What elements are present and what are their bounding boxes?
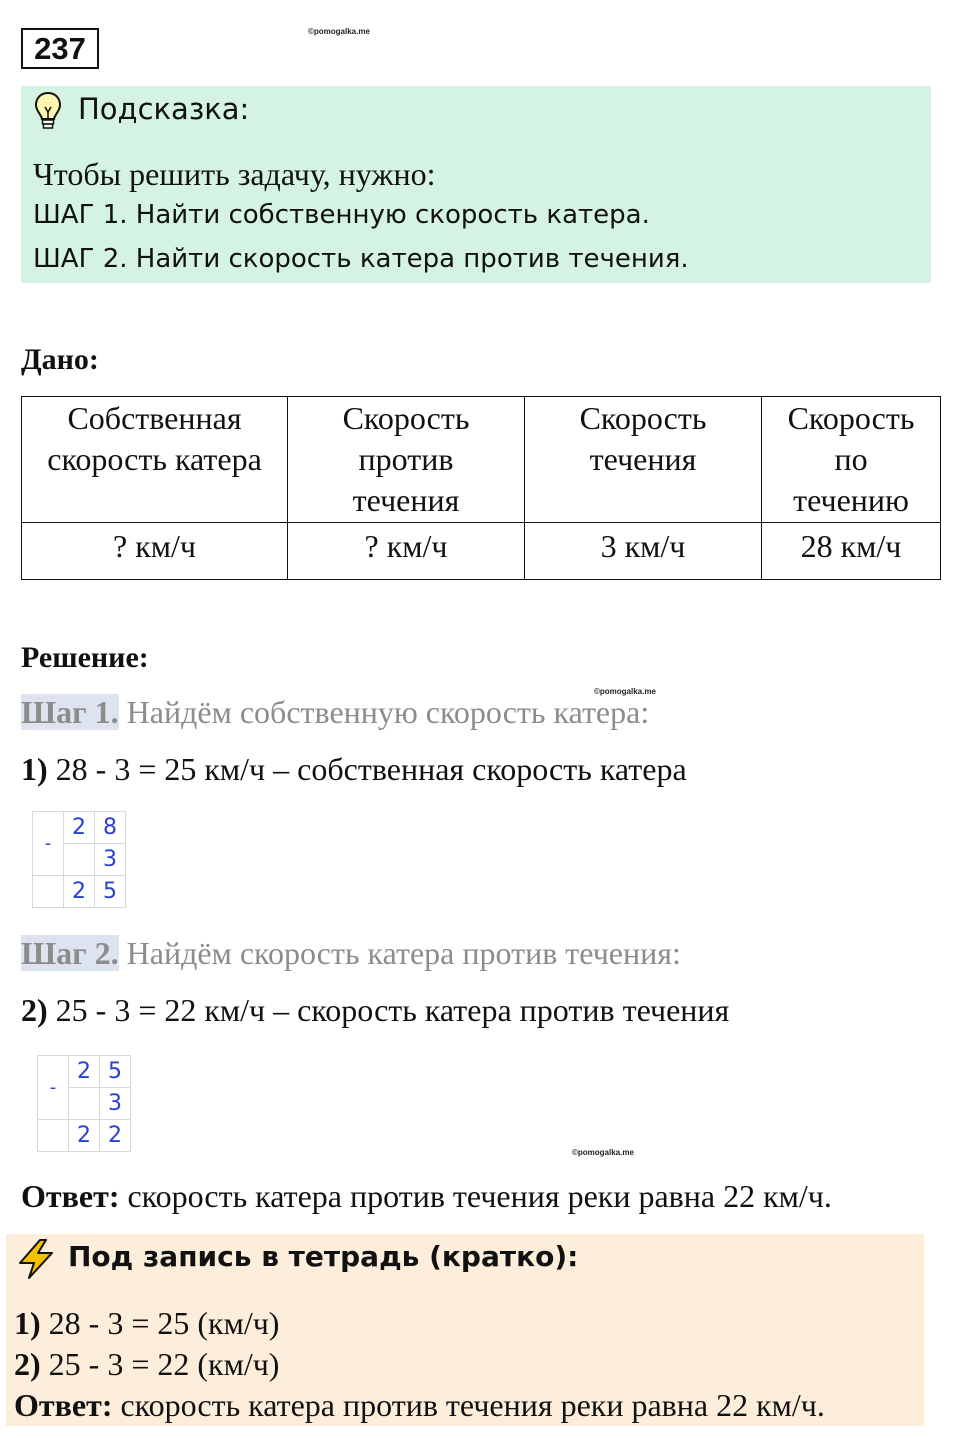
- minus-sign: -: [33, 812, 64, 876]
- grid-row: [33, 876, 126, 908]
- subtraction-grid-1: [32, 811, 126, 908]
- notebook-answer-text: скорость катера против течения реки равна 22 км/ч.: [112, 1387, 825, 1423]
- hint-intro: Чтобы решить задачу, нужно:: [33, 156, 436, 192]
- notebook-title: Под запись в тетрадь (кратко):: [68, 1240, 579, 1273]
- grid-row: [38, 1056, 131, 1088]
- hint-step-2-text: Найти скорость катера против течения.: [127, 244, 689, 274]
- step-2-line: [21, 935, 681, 972]
- grid-digit: 2: [69, 1056, 100, 1088]
- given-header-cell: [22, 397, 288, 523]
- lightning-icon: [16, 1238, 56, 1280]
- equation-1-number: 1): [21, 751, 48, 787]
- grid-digit: 2: [69, 1120, 100, 1152]
- equation-1-text: 28 - 3 = 25 км/ч – собственная скорость катера: [47, 751, 687, 787]
- given-value-cell: ? км/ч: [22, 523, 288, 580]
- grid-digit: 2: [64, 876, 95, 908]
- header-line: скорость катера: [47, 441, 262, 477]
- grid-digit: 2: [100, 1120, 131, 1152]
- header-line: Собственная: [67, 400, 242, 436]
- grid-row: [38, 1120, 131, 1152]
- table-row: [22, 523, 941, 580]
- grid-digit: 2: [64, 812, 95, 844]
- watermark: ©pomogalka.me: [594, 687, 656, 696]
- equation-2-number: 2): [21, 992, 48, 1028]
- notebook-line-1: [14, 1305, 279, 1342]
- grid-row: [33, 812, 126, 844]
- answer-label: Ответ:: [21, 1178, 120, 1214]
- grid-digit: [69, 1088, 100, 1120]
- solution-heading: Решение:: [21, 641, 149, 674]
- given-header-cell: [525, 397, 762, 523]
- equation-2-text: 25 - 3 = 22 км/ч – скорость катера против течения: [47, 992, 730, 1028]
- given-value-cell: 28 км/ч: [762, 523, 941, 580]
- notebook-line-2-text: 25 - 3 = 22 (км/ч): [40, 1346, 280, 1382]
- table-row: [22, 397, 941, 523]
- hint-step-2: [33, 244, 689, 274]
- header-line: против: [358, 441, 454, 477]
- given-value-cell: ? км/ч: [288, 523, 525, 580]
- given-value-cell: 3 км/ч: [525, 523, 762, 580]
- lightbulb-icon: [33, 91, 63, 131]
- step-2-label: Шаг 2.: [21, 935, 119, 971]
- header-line: Скорость: [342, 400, 470, 436]
- grid-digit: 5: [100, 1056, 131, 1088]
- hint-step-1-label: ШАГ 1.: [33, 200, 128, 230]
- given-header-cell: [288, 397, 525, 523]
- hint-step-2-label: ШАГ 2.: [33, 244, 128, 274]
- given-table: [21, 396, 941, 580]
- header-line: течения: [589, 441, 697, 477]
- step-1-label: Шаг 1.: [21, 694, 119, 730]
- step-2-text: Найдём скорость катера против течения:: [118, 935, 681, 971]
- grid-empty: [33, 876, 64, 908]
- grid-empty: [38, 1120, 69, 1152]
- grid-digit: 8: [95, 812, 126, 844]
- equation-2: [21, 992, 729, 1029]
- grid-digit: 3: [95, 844, 126, 876]
- header-line: Скорость: [579, 400, 707, 436]
- minus-sign: -: [38, 1056, 69, 1120]
- hint-step-1-text: Найти собственную скорость катера.: [127, 200, 650, 230]
- header-line: Скорость: [787, 400, 915, 436]
- subtraction-grid-2: [37, 1055, 131, 1152]
- answer-line: [21, 1178, 832, 1215]
- problem-number: 237: [21, 28, 99, 69]
- grid-digit: 3: [100, 1088, 131, 1120]
- hint-title: Подсказка:: [78, 92, 250, 126]
- notebook-line-2-number: 2): [14, 1346, 41, 1382]
- grid-digit: [64, 844, 95, 876]
- notebook-line-1-text: 28 - 3 = 25 (км/ч): [40, 1305, 280, 1341]
- given-heading: Дано:: [21, 343, 99, 376]
- hint-step-1: [33, 200, 650, 230]
- given-header-cell: [762, 397, 941, 523]
- step-1-text: Найдём собственную скорость катера:: [118, 694, 650, 730]
- header-line: течению: [793, 482, 909, 518]
- notebook-line-2: [14, 1346, 279, 1383]
- header-line: течения: [352, 482, 460, 518]
- equation-1: [21, 751, 687, 788]
- answer-text: скорость катера против течения реки равна 22 км/ч.: [119, 1178, 832, 1214]
- watermark: ©pomogalka.me: [572, 1148, 634, 1157]
- notebook-line-1-number: 1): [14, 1305, 41, 1341]
- notebook-answer: [14, 1387, 825, 1424]
- notebook-answer-label: Ответ:: [14, 1387, 113, 1423]
- grid-digit: 5: [95, 876, 126, 908]
- step-1-line: [21, 694, 649, 731]
- header-line: по: [834, 441, 868, 477]
- watermark: ©pomogalka.me: [308, 27, 370, 36]
